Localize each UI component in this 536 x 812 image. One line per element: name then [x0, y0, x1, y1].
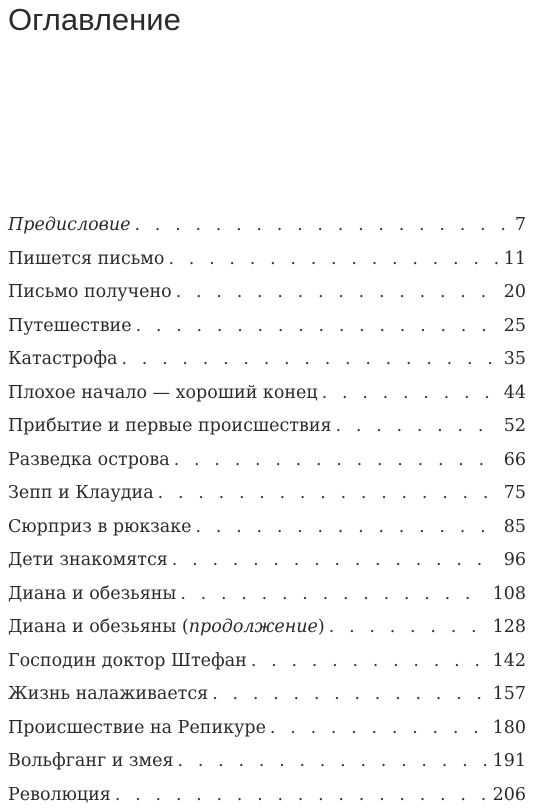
toc-page-number: 108 [493, 578, 526, 612]
dot-leader [168, 243, 497, 277]
toc-entry[interactable] [8, 645, 526, 679]
toc-entry[interactable] [8, 477, 526, 511]
toc-page-number: 191 [493, 745, 526, 779]
toc-entry-title [8, 611, 325, 645]
toc-page-number: 75 [504, 477, 526, 511]
dot-leader [172, 544, 498, 578]
toc-title-italic-text: продолжение [189, 617, 318, 637]
toc-entry-title [8, 377, 318, 411]
toc-entry[interactable] [8, 444, 526, 478]
toc-title-text: Сюрприз в рюкзаке [8, 517, 192, 537]
toc-entry-title [8, 745, 174, 779]
toc-title-text: Катастрофа [8, 349, 117, 369]
toc-entry-title [8, 310, 132, 344]
dot-leader [212, 678, 486, 712]
toc-page-number: 11 [504, 243, 526, 277]
dot-leader [251, 645, 487, 679]
toc-entry-title [8, 678, 208, 712]
toc-title-text: Пишется письмо [8, 249, 164, 269]
toc-entry[interactable] [8, 209, 526, 243]
toc-entry[interactable] [8, 310, 526, 344]
toc-page-number: 96 [504, 544, 526, 578]
toc-page-number: 66 [504, 444, 526, 478]
toc-title-text: Господин доктор Штефан [8, 651, 247, 671]
toc-page-number: 206 [493, 779, 526, 812]
dot-leader [136, 310, 498, 344]
toc-entry[interactable] [8, 578, 526, 612]
toc-entry[interactable] [8, 243, 526, 277]
toc-entry-title [8, 276, 172, 310]
toc-page-number: 20 [504, 276, 526, 310]
dot-leader [158, 477, 498, 511]
toc-entry-title [8, 544, 168, 578]
toc-entry-title [8, 444, 170, 478]
toc-entry-title [8, 209, 130, 243]
dot-leader [115, 779, 487, 812]
toc-title-text: Происшествие на Репикуре [8, 718, 266, 738]
toc-page-number: 142 [493, 645, 526, 679]
table-of-contents [8, 209, 526, 812]
toc-title-text: Письмо получено [8, 282, 172, 302]
dot-leader [178, 745, 487, 779]
toc-title-text: Диана и обезьяны ( [8, 617, 189, 637]
toc-title-text: Вольфганг и змея [8, 751, 174, 771]
dot-leader [176, 276, 498, 310]
toc-entry-title [8, 243, 164, 277]
toc-entry-title [8, 779, 111, 812]
toc-entry-title [8, 343, 117, 377]
toc-page-number: 7 [515, 209, 526, 243]
page-title: Оглавление [8, 2, 181, 38]
toc-title-text: Плохое начало — хороший конец [8, 383, 318, 403]
toc-entry[interactable] [8, 377, 526, 411]
toc-page-number: 35 [504, 343, 526, 377]
toc-page-number: 25 [504, 310, 526, 344]
toc-page-number: 85 [504, 511, 526, 545]
toc-entry-title [8, 712, 266, 746]
toc-entry-title [8, 511, 192, 545]
dot-leader [270, 712, 487, 746]
toc-page-number: 180 [493, 712, 526, 746]
toc-entry[interactable] [8, 712, 526, 746]
dot-leader [174, 444, 498, 478]
toc-entry[interactable] [8, 779, 526, 812]
dot-leader [196, 511, 498, 545]
dot-leader [336, 410, 498, 444]
dot-leader [180, 578, 486, 612]
toc-page-number: 52 [504, 410, 526, 444]
toc-entry[interactable] [8, 410, 526, 444]
toc-page-number: 44 [504, 377, 526, 411]
toc-title-text: Жизнь налаживается [8, 684, 208, 704]
toc-title-italic-text: Предисловие [8, 215, 130, 235]
toc-entry-title [8, 477, 154, 511]
dot-leader [329, 611, 487, 645]
dot-leader [134, 209, 508, 243]
toc-entry[interactable] [8, 678, 526, 712]
toc-entry-title [8, 410, 332, 444]
toc-page-number: 157 [493, 678, 526, 712]
toc-title-text: Разведка острова [8, 450, 170, 470]
toc-entry[interactable] [8, 343, 526, 377]
toc-entry[interactable] [8, 611, 526, 645]
toc-title-text: Зепп и Клаудиа [8, 483, 154, 503]
dot-leader [322, 377, 498, 411]
toc-entry-title [8, 578, 176, 612]
toc-title-text: Дети знакомятся [8, 550, 168, 570]
toc-entry[interactable] [8, 511, 526, 545]
toc-page-number: 128 [493, 611, 526, 645]
toc-title-text: Прибытие и первые происшествия [8, 416, 332, 436]
toc-entry[interactable] [8, 745, 526, 779]
toc-entry[interactable] [8, 276, 526, 310]
dot-leader [121, 343, 497, 377]
toc-title-text: Путешествие [8, 316, 132, 336]
toc-title-text: ) [318, 617, 325, 637]
toc-entry[interactable] [8, 544, 526, 578]
toc-title-text: Революция [8, 785, 111, 805]
toc-entry-title [8, 645, 247, 679]
toc-title-text: Диана и обезьяны [8, 584, 176, 604]
